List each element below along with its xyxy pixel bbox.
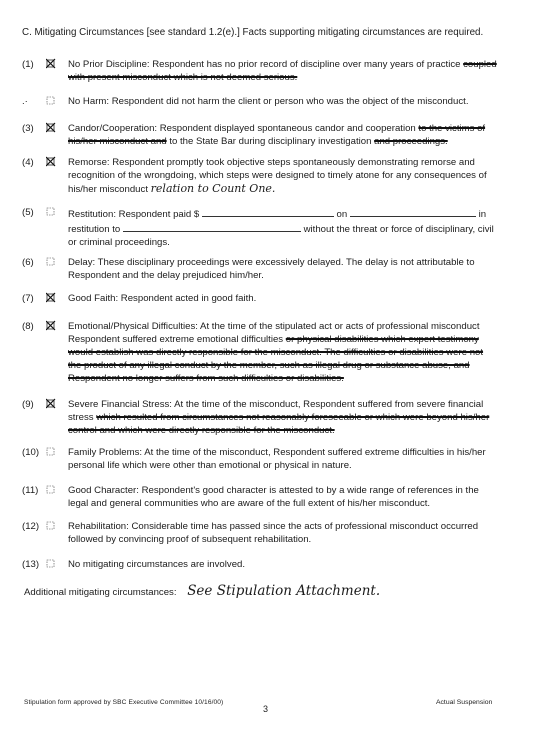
item-number: (1) (22, 59, 34, 70)
footer-suspension-label: Actual Suspension (436, 699, 493, 706)
item-number: (7) (22, 293, 34, 304)
checkbox-checked-icon[interactable] (47, 158, 55, 166)
item-number: (13) (22, 559, 40, 570)
checkbox-empty-icon[interactable] (47, 486, 55, 494)
item-text: No Prior Discipline: Respondent has no prior record of discipline over many years of practice (68, 59, 464, 70)
footer-form-note: Stipulation form approved by SBC Executive Committee 10/16/00) (24, 699, 224, 706)
item-number: (9) (22, 399, 34, 410)
checkbox-checked-icon[interactable] (47, 322, 55, 330)
item-number: (10) (22, 447, 40, 458)
item-number: (8) (22, 321, 34, 332)
handwritten-additional: See Stipulation Attachment. (187, 583, 381, 599)
struck-text: coupled (463, 59, 497, 70)
item-number: (11) (22, 485, 39, 496)
checkbox-empty-icon[interactable] (47, 97, 55, 105)
item-number: (5) (22, 207, 34, 218)
checkbox-empty-icon[interactable] (47, 522, 55, 530)
checkbox-checked-icon[interactable] (47, 294, 55, 302)
date-field[interactable] (350, 206, 476, 217)
checkbox-checked-icon[interactable] (47, 60, 55, 68)
item-text: No Harm: Respondent did not harm the client or person who was the object of the misconduct. (68, 96, 469, 107)
struck-text: with present misconduct which is not deemed serious. (68, 72, 298, 83)
handwritten-note: relation to Count One. (150, 182, 276, 195)
amount-field[interactable] (202, 206, 334, 217)
checkbox-checked-icon[interactable] (47, 124, 55, 132)
checkbox-checked-icon[interactable] (47, 400, 55, 408)
checkbox-empty-icon[interactable] (47, 448, 55, 456)
item-number: (12) (22, 521, 40, 532)
checkbox-empty-icon[interactable] (47, 258, 55, 266)
payee-field[interactable] (123, 221, 301, 232)
checkbox-empty-icon[interactable] (47, 208, 55, 216)
document-page: C. Mitigating Circumstances [see standard 1.2(e).] Facts supporting mitigating circumstances are required. (1) No Prior Discipline: Respondent has no prior record of discipline over many years of practice coupled with present misconduct which is not deemed serious. .· No Harm: Respondent did not harm the client or person who was the object of the misconduct. (3) Candor/Cooperation: Respondent displayed spontaneous candor and cooperation to the victims of his/her misconduct and to the State Bar during disciplinary investigation and proceedings. (4) Remorse: Respondent promptly took objective steps spontaneously demonstrating remorse and recognition of the wrongdoing, which steps were designed to timely atone for any consequences of his/her misconduct relation to Count One. (5) Restitution: Respondent paid $ on in restitution to without the threat or force of disciplinary, civil or criminal proceedings. (6) Delay: These disciplinary proceedings were excessively delayed. The delay is not attributable to Respondent and the delay prejudiced him/her. (7) Good Faith: Respondent acted in good faith. (8) Emotional/Physical Difficulties: At the time of the stipulated act or acts of professional misconduct Respondent suffered extreme emotional difficulties or physical disabilities which expert testimony would establish was directly responsible for the misconduct. The difficulties or disabilities were not the product of any illegal conduct by the member, such as illegal drug or substance abuse, and Respondent no longer suffers from such difficulties or disabilities. (9) Severe Financial Stress: At the time of the misconduct, Respondent suffered from severe financial stress which resulted from circumstances not reasonably foreseeable or which were beyond his/her control and which were directly responsible for the misconduct. (10) Family Problems: At the time of the misconduct, Respondent suffered extreme difficulties in his/her personal life which were other than emotional or physical in nature. (11) Good Character: Respondent's good character is attested to by a wide range of references in the legal and general communities who are aware of the full extent of his/her misconduct. (12) Rehabilitation: Considerable time has passed since the acts of professional misconduct occurred followed by convincing proof of subsequent rehabilitation. (13) No mitigating circumstances are involved. Additional mitigating circumstances: See Stipulation Attachment. Stipulation form approved by SBC Executive Committee 10/16/00) Actual Suspension 3 (0, 0, 538, 734)
item-number: (6) (22, 257, 34, 268)
page-number: 3 (263, 704, 269, 714)
section-heading: C. Mitigating Circumstances [see standard 1.2(e).] Facts supporting mitigating circumstances are required. (22, 27, 484, 38)
item-number: (4) (22, 157, 34, 168)
item-number: .· (22, 96, 28, 107)
additional-label: Additional mitigating circumstances: (24, 587, 177, 598)
item-number: (3) (22, 123, 34, 134)
additional-mitigating-row (24, 585, 380, 599)
checkbox-empty-icon[interactable] (47, 560, 55, 568)
